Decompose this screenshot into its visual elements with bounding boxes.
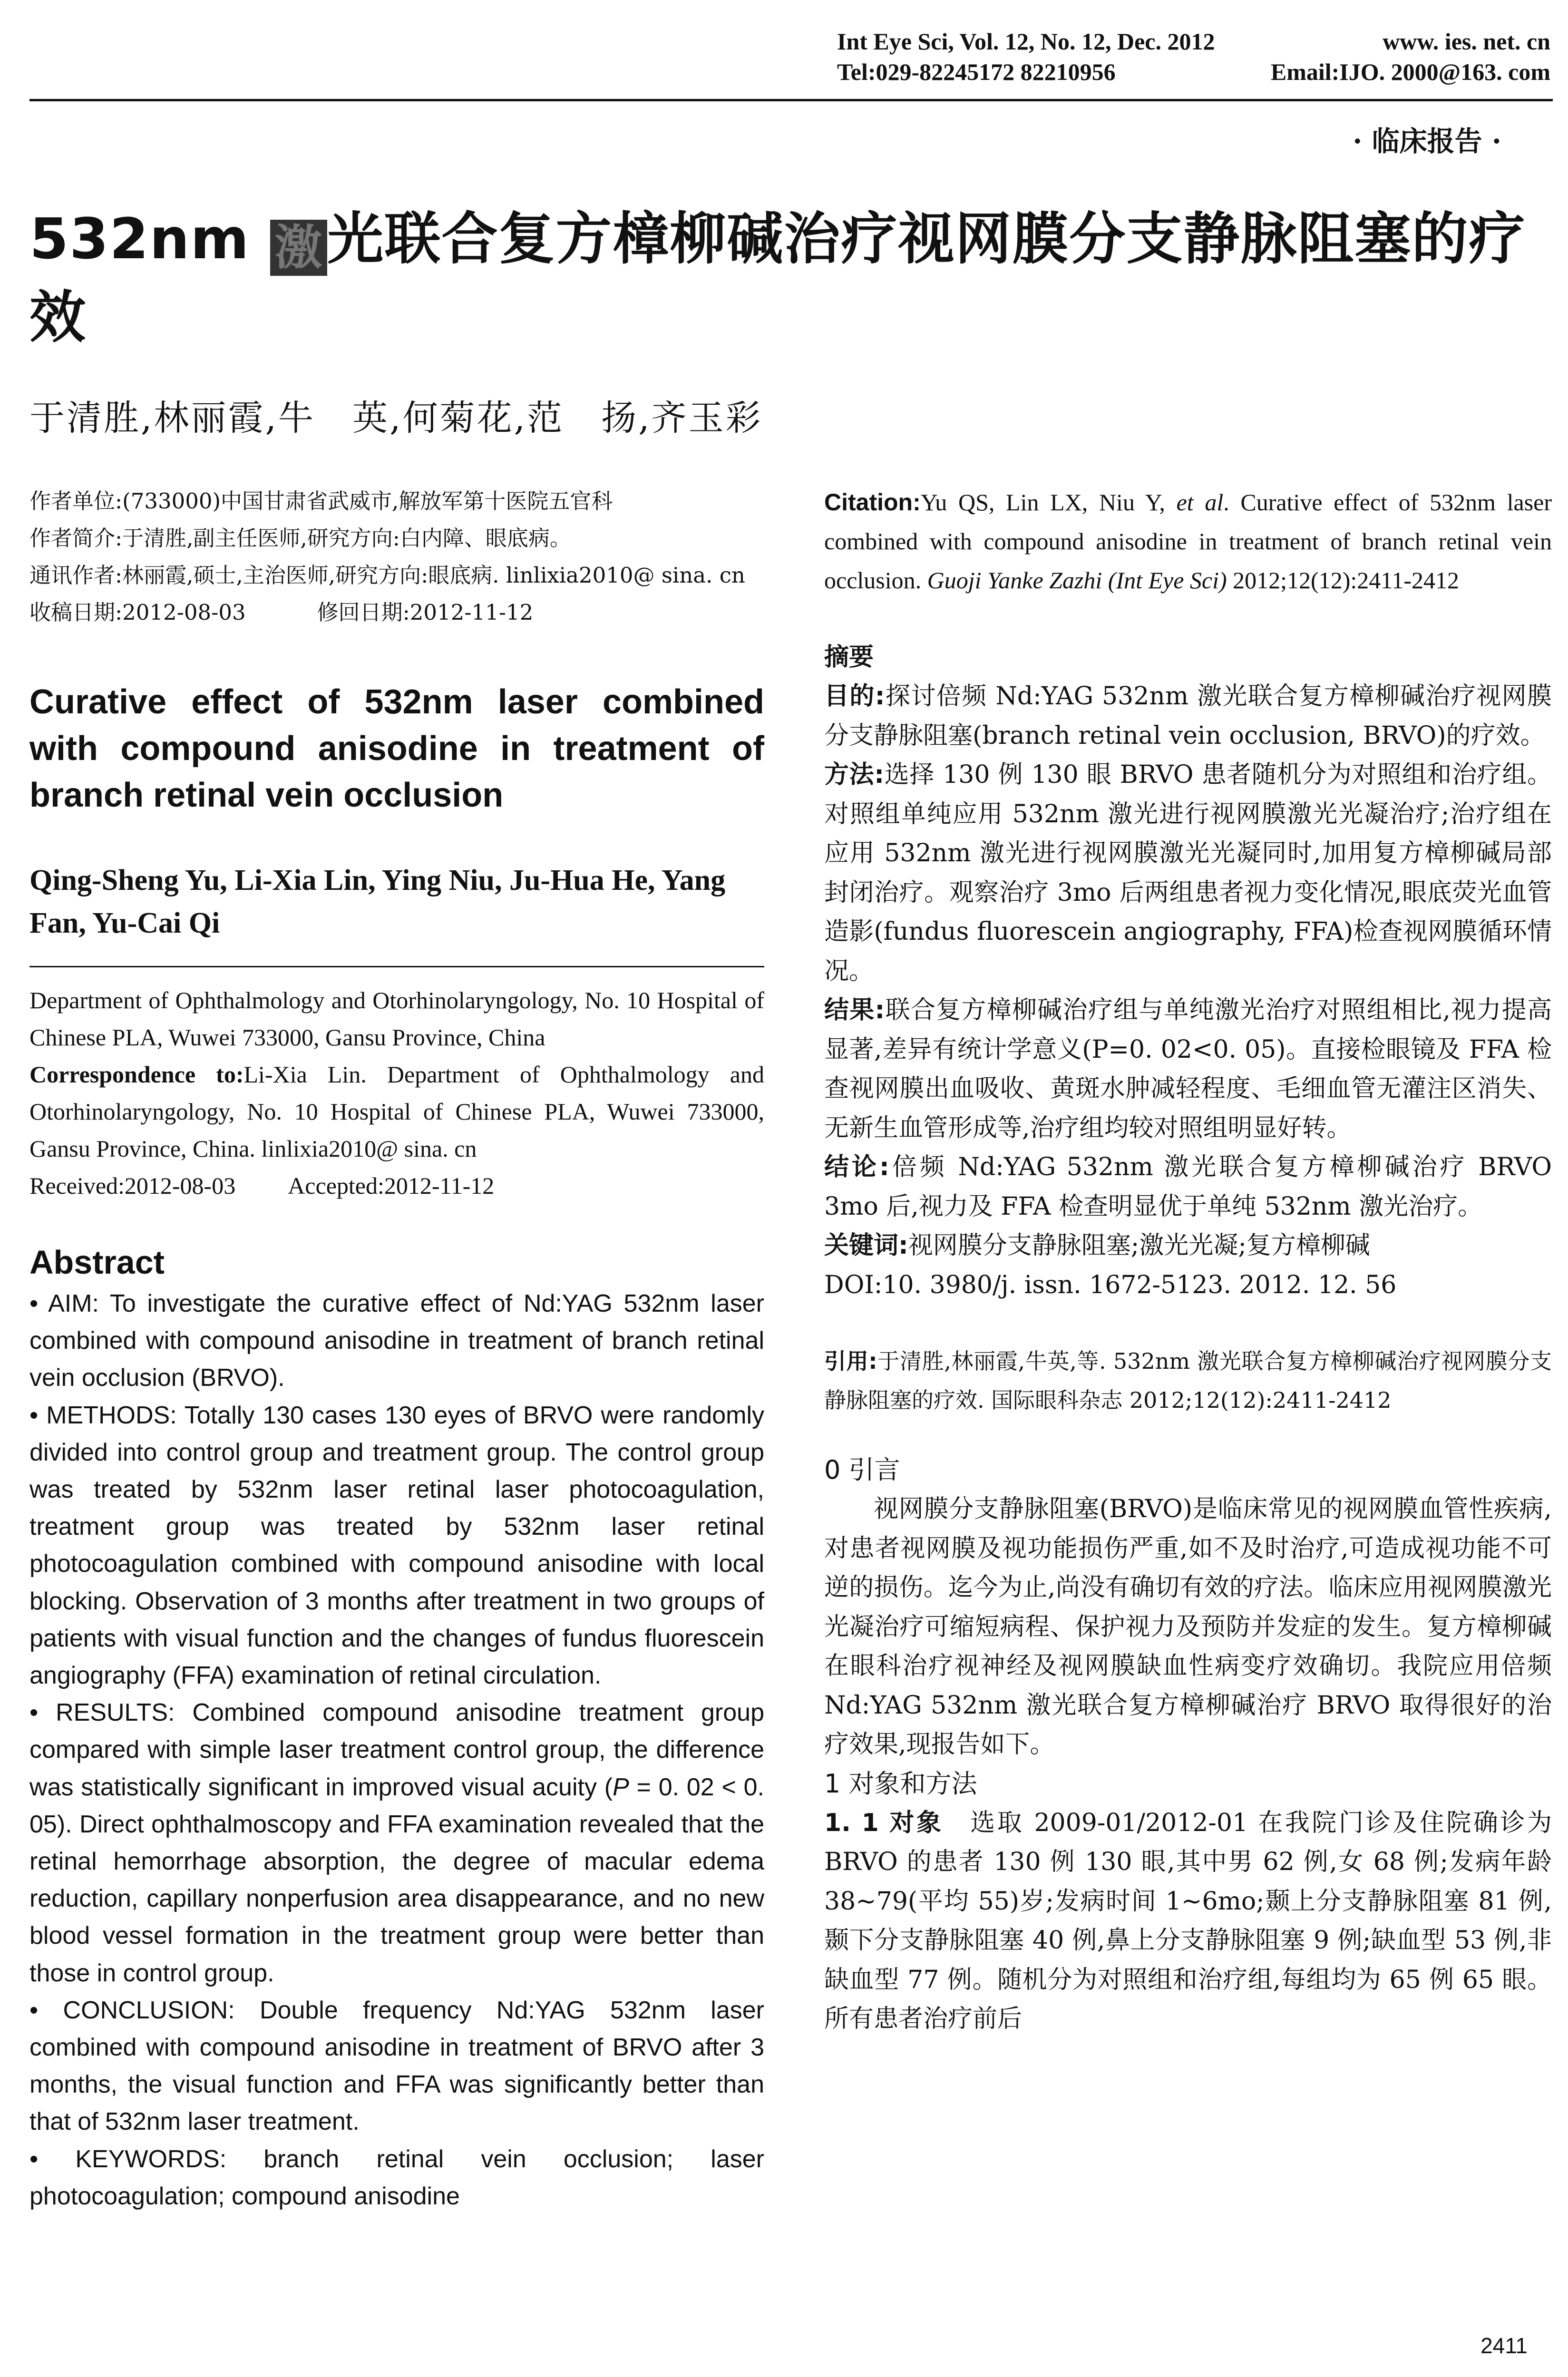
- abstract-cn: [824, 677, 1552, 1305]
- methods-label-cn: 方法:: [824, 760, 885, 789]
- abstract-heading: Abstract: [29, 1244, 165, 1281]
- reference-cn: [824, 1342, 1552, 1420]
- results-p-symbol: P: [613, 1773, 629, 1801]
- methods-heading: 1 对象和方法: [824, 1768, 977, 1799]
- correspondence-label: Correspondence to:: [29, 1061, 244, 1088]
- journal-email[interactable]: Email:IJO. 2000@163. com: [1270, 58, 1550, 85]
- left-column: [29, 483, 764, 2215]
- abstract-cn-aim: [824, 677, 1552, 755]
- revised-date-cn: 修回日期:2012-11-12: [317, 600, 534, 625]
- methods-paragraph: [824, 1803, 1552, 2039]
- journal-header: [837, 26, 1550, 87]
- intro-paragraph: 视网膜分支静脉阻塞(BRVO)是临床常见的视网膜血管性疾病,对患者视网膜及视功能损伤严重,如不及时治疗,可造成视功能不可逆的损伤。迄今为止,尚没有确切有效的疗法。临床应用视网膜激光光凝治疗可缩短病程、保护视力及预防并发症的发生。复方樟柳碱在眼科治疗视神经及视网膜缺血性病变疗效确切。我院应用倍频 Nd:YAG 532nm 激光联合复方樟柳碱治疗 BRVO 取得很好的治疗效果,现报告如下。: [824, 1495, 1552, 1759]
- reference-label: 引用:: [824, 1348, 877, 1374]
- methods-sub-label: 1. 1 对象: [824, 1808, 944, 1837]
- citation-label: Citation:: [824, 489, 921, 516]
- received-date-en: Received:2012-08-03: [29, 1172, 236, 1199]
- section-tag: · 临床报告 ·: [1353, 125, 1501, 157]
- keywords-label-cn: 关键词:: [824, 1231, 908, 1260]
- methods-text-cn: 选择 130 例 130 眼 BRVO 患者随机分为对照组和治疗组。对照组单纯应用 532nm 激光进行视网膜激光光凝治疗;治疗组在应用 532nm 激光进行视网膜激光光凝同时,加用复方樟柳碱局部封闭治疗。观察治疗 3mo 后两组患者视力变化情况,眼底荧光血管造影(fundus fluorescein angiography, FFA)检查视网膜循环情况。: [824, 760, 1552, 985]
- page-number: 2411: [1480, 2333, 1528, 2358]
- article-title-en: Curative effect of 532nm laser combined with compound anisodine in treatment of branch retinal vein occlusion: [29, 683, 764, 814]
- keywords-text-cn: 视网膜分支静脉阻塞;激光光凝;复方樟柳碱: [908, 1231, 1370, 1260]
- divider: [29, 966, 764, 967]
- citation-text-b: . Curative effect of 532nm laser combined with compound anisodine in treatment of branch retinal vein occlusion.: [824, 489, 1552, 594]
- results-text-cn: 联合复方樟柳碱治疗组与单纯激光治疗对照组相比,视力提高显著,差异有统计学意义(P=0. 02<0. 05)。直接检眼镜及 FFA 检查视网膜出血吸收、黄斑水肿减轻程度、毛细血管无灌注区消失、无新生血管形成等,治疗组均较对照组明显好转。: [824, 996, 1552, 1142]
- dates-en: [29, 1167, 764, 1204]
- author-unit: 作者单位:(733000)中国甘肃省武威市,解放军第十医院五官科: [29, 488, 613, 514]
- abstract-cn-conclusion: [824, 1148, 1552, 1226]
- author-info-cn: [29, 483, 764, 631]
- results-text-a: • RESULTS: Combined compound anisodine treatment group compared with simple laser treatment control group, the difference was statistically significant in improved visual acuity (: [29, 1699, 764, 1801]
- affiliation-en: [29, 982, 764, 1204]
- header-rule: [29, 99, 1553, 101]
- journal-website[interactable]: www. ies. net. cn: [1383, 28, 1550, 55]
- methods-text: 选取 2009-01/2012-01 在我院门诊及住院确诊为 BRVO 的患者 130 例 130 眼,其中男 62 例,女 68 例;发病年龄 38~79(平均 55)岁;发病时间 1~6mo;颞上分支静脉阻塞 81 例,颞下分支静脉阻塞 40 例,鼻上分支静脉阻塞 9 例;缺血型 53 例,非缺血型 77 例。随机分为对照组和治疗组,每组均为 65 例 65 眼。所有患者治疗前后: [824, 1808, 1552, 2033]
- journal-volume-line: Int Eye Sci, Vol. 12, No. 12, Dec. 2012: [837, 28, 1215, 55]
- intro-section: [824, 1451, 1552, 2039]
- article-title-cn: [29, 200, 1542, 357]
- abstract-conclusion: • CONCLUSION: Double frequency Nd:YAG 532nm laser combined with compound anisodine in treatment of BRVO after 3 months, the visual function and FFA was significantly better than that of 532nm laser treatment.: [29, 1996, 764, 2136]
- accepted-date-en: Accepted:2012-11-12: [288, 1172, 495, 1199]
- title-prefix: 532nm: [29, 206, 271, 272]
- authors-cn: 于清胜,林丽霞,牛 英,何菊花,范 扬,齐玉彩: [29, 398, 763, 438]
- citation-text-a: Yu QS, Lin LX, Niu Y,: [920, 489, 1177, 516]
- aim-label-cn: 目的:: [824, 682, 885, 711]
- citation-journal: Guoji Yanke Zazhi (Int Eye Sci): [927, 567, 1227, 594]
- conclusion-label-cn: 结论:: [824, 1153, 889, 1181]
- authors-en: Qing-Sheng Yu, Li-Xia Lin, Ying Niu, Ju-Hua He, Yang Fan, Yu-Cai Qi: [29, 864, 726, 939]
- abstract-aim: • AIM: To investigate the curative effect of Nd:YAG 532nm laser combined with compound anisodine in treatment of branch retinal vein occlusion (BRVO).: [29, 1290, 764, 1392]
- aim-text-cn: 探讨倍频 Nd:YAG 532nm 激光联合复方樟柳碱治疗视网膜分支静脉阻塞(branch retinal vein occlusion, BRVO)的疗效。: [824, 682, 1552, 750]
- author-intro: 作者简介:于清胜,副主任医师,研究方向:白内障、眼底病。: [29, 526, 571, 551]
- title-rest: 光联合复方樟柳碱治疗视网膜分支静脉阻塞的疗效: [29, 206, 1526, 350]
- right-column: [824, 483, 1552, 2039]
- citation-text-c: 2012;12(12):2411-2412: [1227, 567, 1460, 594]
- abstract-heading-cn: 摘要: [824, 643, 874, 672]
- abstract-cn-methods: [824, 755, 1552, 991]
- received-date-cn: 收稿日期:2012-08-03: [29, 600, 246, 625]
- abstract-en: [29, 1285, 764, 2215]
- reference-text: 于清胜,林丽霞,牛英,等. 532nm 激光联合复方樟柳碱治疗视网膜分支静脉阻塞的疗效. 国际眼科杂志 2012;12(12):2411-2412: [824, 1348, 1552, 1413]
- intro-heading: 0 引言: [824, 1455, 900, 1485]
- results-label-cn: 结果:: [824, 996, 885, 1024]
- abstract-methods: • METHODS: Totally 130 cases 130 eyes of BRVO were randomly divided into control group and treatment group. The control group was treated by 532nm laser retinal laser photocoagulation, treatment group was treated by 532nm laser retinal photocoagulation combined with compound anisodine with local blocking. Observation of 3 months after treatment in two groups of patients with visual function and the changes of fundus fluorescein angiography (FFA) examination of retinal circulation.: [29, 1401, 764, 1690]
- journal-tel: Tel:029-82245172 82210956: [837, 58, 1116, 85]
- dates-cn: [29, 594, 764, 631]
- citation-et-al: et al: [1176, 489, 1224, 516]
- abstract-cn-results: [824, 991, 1552, 1148]
- abstract-keywords: • KEYWORDS: branch retinal vein occlusion; laser photocoagulation; compound anisodine: [29, 2145, 764, 2210]
- correspondence-text: Li-Xia Lin. Department of Ophthalmology and Otorhinolaryngology, No. 10 Hospital of Chinese PLA, Wuwei 733000, Gansu Province, China. linlixia2010@ sina. cn: [29, 1061, 764, 1162]
- conclusion-text-cn: 倍频 Nd:YAG 532nm 激光联合复方樟柳碱治疗 BRVO 3mo 后,视力及 FFA 检查明显优于单纯 532nm 激光治疗。: [824, 1153, 1552, 1221]
- abstract-cn-keywords: [824, 1226, 1552, 1266]
- citation-en: [824, 483, 1552, 600]
- author-correspondence: 通讯作者:林丽霞,硕士,主治医师,研究方向:眼底病. linlixia2010@ sina. cn: [29, 563, 745, 588]
- abstract-results: [29, 1694, 764, 1992]
- department: Department of Ophthalmology and Otorhinolaryngology, No. 10 Hospital of Chinese PLA, Wuwei 733000, Gansu Province, China: [29, 987, 764, 1051]
- title-highlighted-char: 激: [270, 220, 327, 276]
- correspondence-en: [29, 1056, 764, 1167]
- doi[interactable]: DOI:10. 3980/j. issn. 1672-5123. 2012. 12. 56: [824, 1270, 1397, 1299]
- results-text-b: = 0. 02 < 0. 05). Direct ophthalmoscopy and FFA examination revealed that the retinal hemorrhage absorption, the degree of macular edema reduction, capillary nonperfusion area disappearance, and no new blood vessel formation in the treatment group were better than those in control group.: [29, 1773, 765, 1987]
